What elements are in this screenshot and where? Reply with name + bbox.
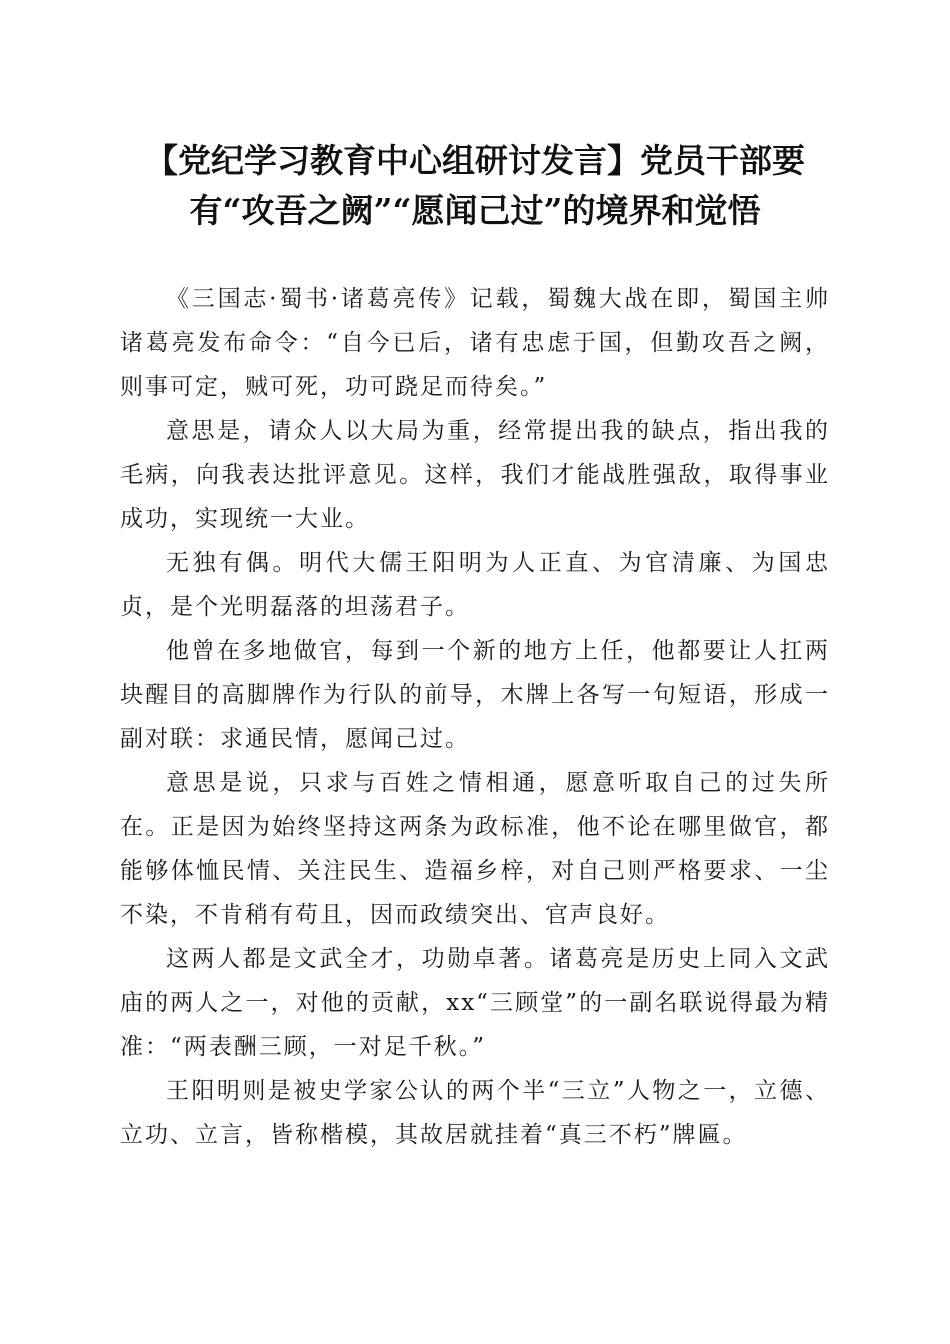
paragraph: 无独有偶。明代大儒王阳明为人正直、为官清廉、为国忠贞，是个光明磊落的坦荡君子。 bbox=[120, 550, 830, 620]
paragraph: 他曾在多地做官，每到一个新的地方上任，他都要让人扛两块醒目的高脚牌作为行队的前导，木牌上各写一句短语，形成一副对联：求通民情，愿闻己过。 bbox=[120, 638, 830, 752]
title-line-1: 【党纪学习教育中心组研讨发言】党员干部要 bbox=[145, 141, 805, 180]
paragraph: 王阳明则是被史学家公认的两个半“三立”人物之一，立德、立功、立言，皆称楷模，其故居就挂着“真三不朽”牌匾。 bbox=[120, 1078, 830, 1148]
document-body bbox=[120, 277, 830, 1157]
document-title bbox=[100, 136, 850, 236]
paragraph: 《三国志·蜀书·诸葛亮传》记载，蜀魏大战在即，蜀国主帅诸葛亮发布命令：“自今已后，诸有忠虑于国，但勤攻吾之阙，则事可定，贼可死，功可跷足而待矣。” bbox=[120, 286, 830, 400]
paragraph: 意思是说，只求与百姓之情相通，愿意听取自己的过失所在。正是因为始终坚持这两条为政标准，他不论在哪里做官，都能够体恤民情、关注民生、造福乡梓，对自己则严格要求、一尘不染，不肯稍有苟且，因而政绩突出、官声良好。 bbox=[120, 770, 830, 928]
title-line-2: 有“攻吾之阙”“愿闻己过”的境界和觉悟 bbox=[189, 191, 761, 230]
paragraph: 这两人都是文武全才，功勋卓著。诸葛亮是历史上同入文武庙的两人之一，对他的贡献，xx“三顾堂”的一副名联说得最为精准：“两表酬三顾，一对足千秋。” bbox=[120, 946, 830, 1060]
paragraph: 意思是，请众人以大局为重，经常提出我的缺点，指出我的毛病，向我表达批评意见。这样，我们才能战胜强敌，取得事业成功，实现统一大业。 bbox=[120, 418, 830, 532]
